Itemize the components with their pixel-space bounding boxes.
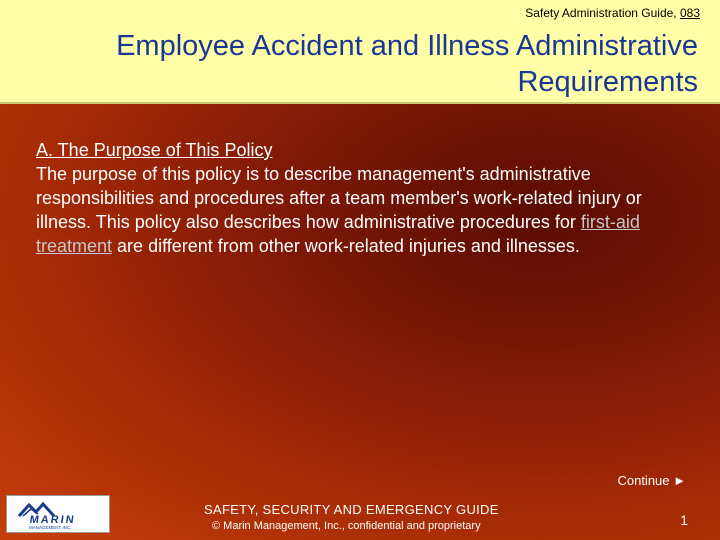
policy-paragraph <box>36 162 696 258</box>
guide-number-link[interactable]: 083 <box>679 6 700 20</box>
main-content <box>36 138 696 258</box>
footer-copyright: © Marin Management, Inc., confidential and proprietary <box>212 520 481 532</box>
guide-reference <box>525 6 700 20</box>
slide-footer <box>0 490 720 540</box>
marin-logo <box>6 495 110 533</box>
continue-button[interactable]: Continue ► <box>617 473 686 488</box>
page-title-line1: Employee Accident and Illness Administrative <box>116 30 698 62</box>
page-number: 1 <box>680 512 688 528</box>
logo-subtext: MANAGEMENT INC. <box>29 525 72 530</box>
paragraph-text-start: The purpose of this policy is to describe management's administrative responsibilities and procedures after a team member's work-related injury or illness. This policy also describes how administrative procedures for <box>36 164 642 232</box>
section-heading: A. The Purpose of This Policy <box>36 140 273 160</box>
footer-guide-title: SAFETY, SECURITY AND EMERGENCY GUIDE <box>204 502 499 517</box>
guide-reference-prefix: Safety Administration Guide, <box>525 6 680 20</box>
first-aid-treatment-link[interactable]: first-aid treatment <box>36 212 640 256</box>
slide-header <box>0 0 720 104</box>
marin-logo-mark <box>7 496 109 532</box>
logo-text: MARIN <box>28 514 77 526</box>
paragraph-text-end: are different from other work-related injuries and illnesses. <box>112 236 580 256</box>
page-title-line2: Requirements <box>517 66 698 98</box>
page-title <box>18 28 698 100</box>
